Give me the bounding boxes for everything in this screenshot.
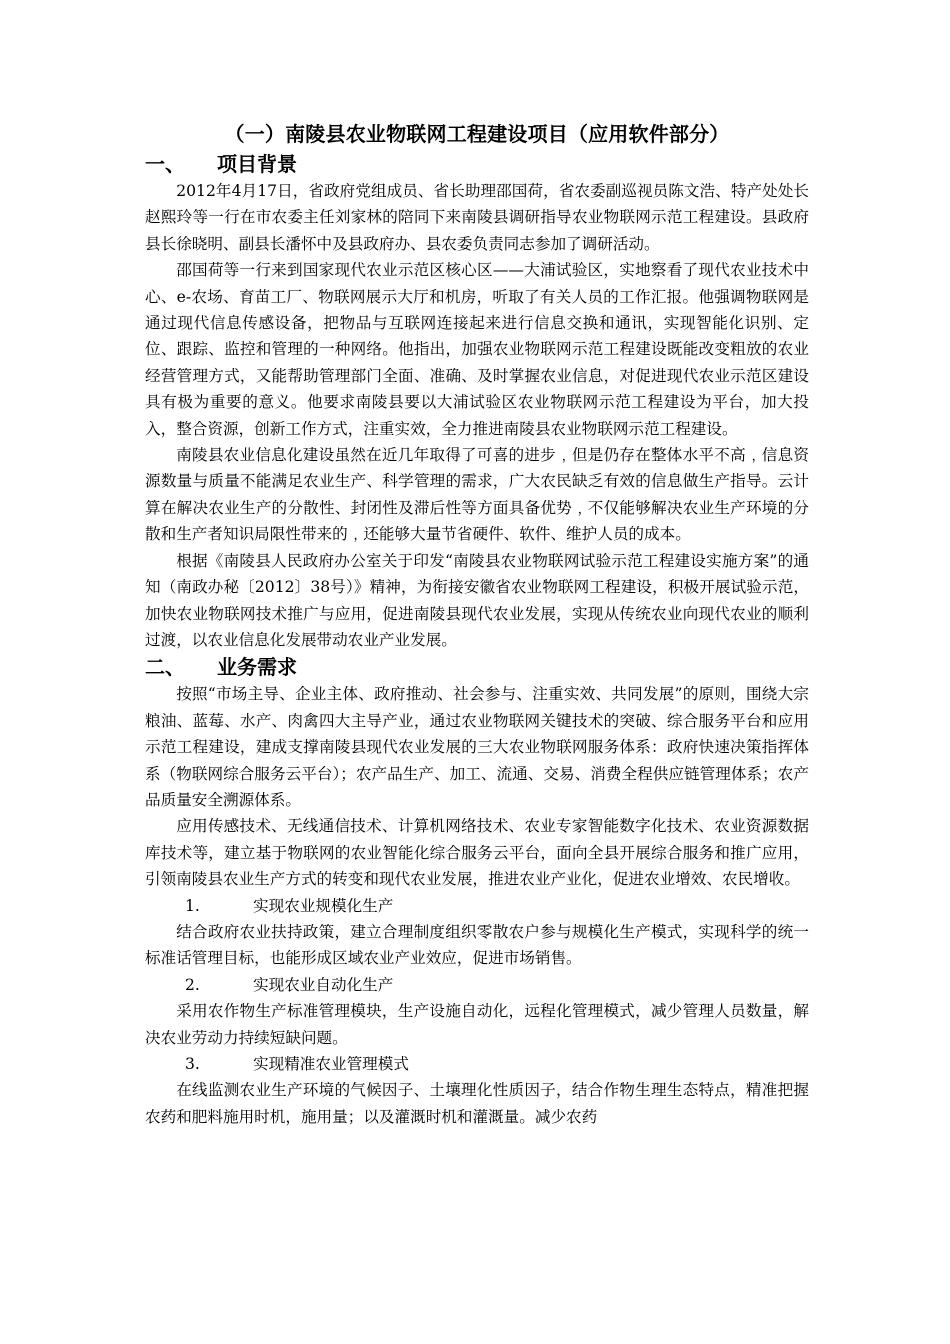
section-title: 项目背景: [217, 152, 297, 176]
subsection-heading: [145, 972, 809, 998]
subsection-title: 实现农业自动化生产: [253, 975, 394, 994]
section-number: 一、: [145, 152, 185, 176]
subsection-title: 实现农业规模化生产: [253, 896, 394, 915]
section-heading-background: [145, 150, 809, 178]
subsection-number: 3.: [185, 1055, 200, 1073]
subsection-number: 2.: [185, 975, 200, 994]
subsection-number: 1.: [185, 896, 200, 915]
section-heading-requirements: [145, 653, 809, 681]
paragraph: 南陵县农业信息化建设虽然在近几年取得了可喜的进步﹐但是仍存在整体水平不高﹐信息资源数量与质量不能满足农业生产、科学管理的需求，广大农民缺乏有效的信息做生产指导。云计算在解决农业生产的分散性、封闭性及滞后性等方面具备优势﹐不仅能够解决农业生产环境的分散和生产者知识局限性带来的﹐还能够大量节省硬件、软件、维护人员的成本。: [145, 446, 809, 544]
document-title: （一）南陵县农业物联网工程建设项目（应用软件部分）: [224, 122, 730, 146]
paragraph: 采用农作物生产标准管理模块，生产设施自动化，远程化管理模式，减少管理人员数量，解决农业劳动力持续短缺问题。: [145, 1002, 809, 1047]
subsection-heading: [145, 893, 809, 919]
paragraph: 根据《南陵县人民政府办公室关于印发“南陵县农业物联网试验示范工程建设实施方案”的通知（南政办秘〔2012〕38号）》精神，为衔接安徽省农业物联网工程建设，积极开展试验示范，加快农业物联网技术推广与应用，促进南陵县现代农业发展，实现从传统农业向现代农业的顺利过渡，以农业信息化发展带动农业产业发展。: [145, 551, 809, 649]
paragraph: 邵国荷等一行来到国家现代农业示范区核心区——大浦试验区，实地察看了现代农业技术中心、e-农场、育苗工厂、物联网展示大厅和机房，听取了有关人员的工作汇报。他强调物联网是通过现代信息传感设备，把物品与互联网连接起来进行信息交换和通讯，实现智能化识别、定位、跟踪、监控和管理的一种网络。他指出，加强农业物联网示范工程建设既能改变粗放的农业经营管理方式，又能帮助管理部门全面、准确、及时掌握农业信息，对促进现代农业示范区建设具有极为重要的意义。他要求南陵县要以大浦试验区农业物联网示范工程建设为平台，加大投入，整合资源，创新工作方式，注重实效，全力推进南陵县农业物联网示范工程建设。: [145, 261, 809, 438]
document-page: [145, 118, 809, 1130]
subsection-title: 实现精准农业管理模式: [253, 1055, 409, 1073]
paragraph: 2012年4月17日，省政府党组成员、省长助理邵国荷，省农委副巡视员陈文浩、特产处处长赵熙玲等一行在市农委主任刘家林的陪同下来南陵县调研指导农业物联网示范工程建设。县政府县长徐晓明、副县长潘怀中及县政府办、县农委负责同志参加了调研活动。: [145, 182, 809, 253]
section-title: 业务需求: [217, 655, 297, 680]
section-number: 二、: [145, 655, 185, 680]
paragraph: 应用传感技术、无线通信技术、计算机网络技术、农业专家智能数字化技术、农业资源数据库技术等，建立基于物联网的农业智能化综合服务云平台，面向全县开展综合服务和推广应用，引领南陵县农业生产方式的转变和现代农业发展，推进农业产业化，促进农业增效、农民增收。: [145, 817, 809, 889]
paragraph: 按照“市场主导、企业主体、政府推动、社会参与、注重实效、共同发展”的原则，围绕大宗粮油、蓝莓、水产、肉禽四大主导产业，通过农业物联网关键技术的突破、综合服务平台和应用示范工程建设，建成支撑南陵县现代农业发展的三大农业物联网服务体系：政府快速决策指挥体系（物联网综合服务云平台）；农产品生产、加工、流通、交易、消费全程供应链管理体系；农产品质量安全溯源体系。: [145, 685, 809, 809]
paragraph: 结合政府农业扶持政策，建立合理制度组织零散农户参与规模化生产模式，实现科学的统一标准话管理目标，也能形成区域农业产业效应，促进市场销售。: [145, 922, 809, 968]
paragraph: 在线监测农业生产环境的气候因子、土壤理化性质因子，结合作物生理生态特点，精准把握农药和肥料施用时机，施用量；以及灌溉时机和灌溉量。减少农药: [145, 1081, 809, 1126]
subsection-heading: [145, 1051, 809, 1077]
